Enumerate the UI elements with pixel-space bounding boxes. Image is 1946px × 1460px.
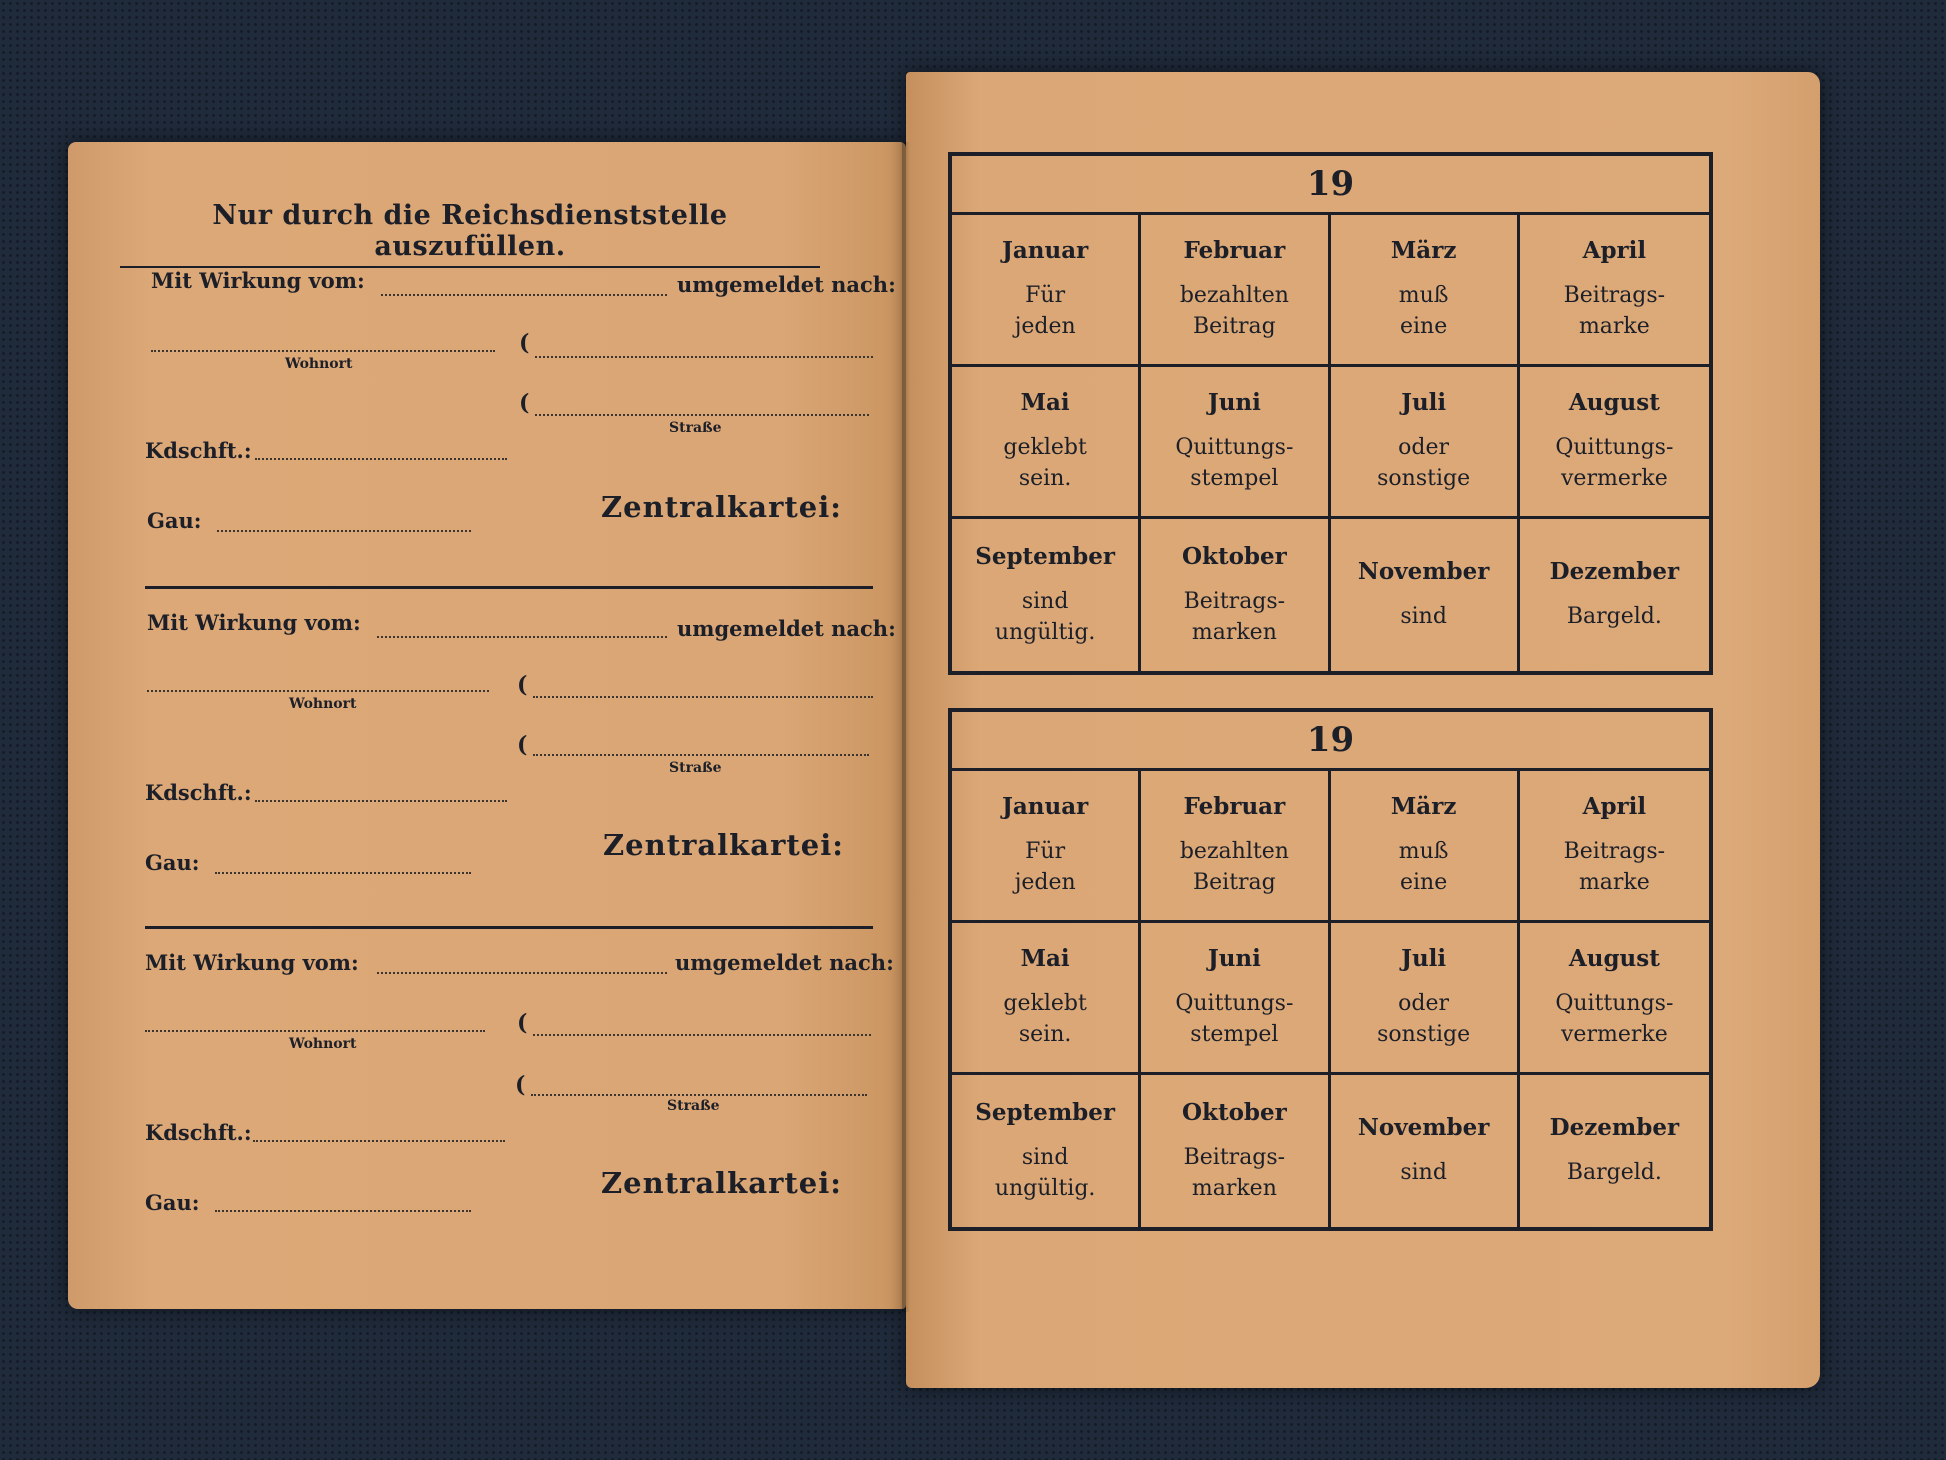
kdschft-label: Kdschft.:	[145, 438, 252, 463]
address-field[interactable]	[535, 356, 873, 358]
mit-wirkung-label: Mit Wirkung vom:	[145, 950, 359, 975]
strasse-field[interactable]	[531, 1094, 867, 1096]
paren-mark: (	[519, 330, 530, 356]
wohnort-label: Wohnort	[289, 696, 357, 712]
umgemeldet-label: umgemeldet nach:	[677, 616, 896, 641]
month-cell[interactable]	[1520, 771, 1709, 923]
cell-text: geklebt sein.	[1003, 435, 1087, 491]
month-name: Januar	[1002, 793, 1089, 820]
month-name: September	[975, 542, 1115, 570]
month-cell[interactable]	[1141, 1075, 1330, 1227]
month-name: Mai	[1020, 389, 1070, 416]
cell-text: bezahlten Beitrag	[1179, 283, 1289, 339]
address-field[interactable]	[533, 696, 873, 698]
kdschft-field[interactable]	[255, 800, 507, 802]
month-name: Januar	[1002, 237, 1089, 264]
wohnort-label: Wohnort	[285, 356, 353, 372]
month-cell[interactable]	[1520, 367, 1709, 519]
strasse-label: Straße	[669, 420, 722, 436]
wohnort-label: Wohnort	[289, 1036, 357, 1052]
cell-text: muß eine	[1398, 283, 1449, 339]
strasse-field[interactable]	[535, 414, 869, 416]
month-name: November	[1357, 1114, 1490, 1141]
month-name: Dezember	[1549, 558, 1680, 585]
gau-label: Gau:	[145, 1190, 200, 1215]
umgemeldet-label: umgemeldet nach:	[677, 272, 896, 297]
month-name: April	[1582, 793, 1647, 820]
kdschft-label: Kdschft.:	[145, 780, 252, 805]
month-name: Oktober	[1181, 542, 1287, 570]
month-name: Juli	[1401, 389, 1447, 416]
date-field[interactable]	[377, 636, 667, 638]
month-cell[interactable]	[1331, 367, 1520, 519]
month-name: April	[1582, 237, 1647, 264]
paren-mark: (	[517, 672, 528, 698]
month-cell[interactable]	[1331, 923, 1520, 1075]
cell-text: muß eine	[1398, 839, 1449, 895]
month-cell[interactable]	[1520, 215, 1709, 367]
registration-section-1	[145, 268, 896, 598]
cell-text: Beitrags- marken	[1183, 588, 1286, 645]
kdschft-label: Kdschft.:	[145, 1120, 252, 1145]
month-cell[interactable]	[952, 771, 1141, 923]
month-cell[interactable]	[1331, 215, 1520, 367]
section-divider	[145, 926, 873, 929]
month-cell[interactable]	[1141, 771, 1330, 923]
paren-mark: (	[517, 1010, 528, 1036]
cell-text: Für jeden	[1014, 283, 1076, 339]
month-cell[interactable]	[952, 923, 1141, 1075]
cell-text: sind ungültig.	[994, 1144, 1096, 1201]
month-grid	[952, 771, 1709, 1227]
gau-label: Gau:	[147, 508, 202, 533]
paren-mark: (	[519, 390, 530, 416]
section-divider	[145, 586, 873, 589]
kdschft-field[interactable]	[255, 458, 507, 460]
month-cell[interactable]	[1141, 519, 1330, 671]
registration-section-2	[145, 610, 896, 940]
umgemeldet-label: umgemeldet nach:	[675, 950, 894, 975]
cell-text: Quittungs- vermerke	[1555, 435, 1674, 491]
month-cell[interactable]	[1331, 519, 1520, 671]
wohnort-field[interactable]	[151, 350, 495, 352]
month-cell[interactable]	[952, 519, 1141, 671]
mit-wirkung-label: Mit Wirkung vom:	[147, 610, 361, 635]
gau-field[interactable]	[217, 530, 471, 532]
month-name: Juni	[1207, 945, 1261, 972]
month-name: August	[1568, 389, 1660, 416]
cell-text: bezahlten Beitrag	[1179, 839, 1289, 895]
strasse-field[interactable]	[533, 754, 869, 756]
month-name: Mai	[1020, 945, 1070, 972]
month-name: Februar	[1183, 237, 1286, 264]
month-cell[interactable]	[1520, 1075, 1709, 1227]
paren-mark: (	[515, 1072, 526, 1098]
month-name: September	[975, 1098, 1115, 1126]
month-name: März	[1390, 237, 1457, 264]
strasse-label: Straße	[667, 1098, 720, 1114]
cell-text: Beitrags- marke	[1563, 283, 1666, 339]
month-cell[interactable]	[952, 367, 1141, 519]
cell-text: oder sonstige	[1377, 435, 1471, 491]
month-cell[interactable]	[1331, 771, 1520, 923]
date-field[interactable]	[381, 294, 667, 296]
month-name: Februar	[1183, 793, 1286, 820]
month-cell[interactable]	[1141, 215, 1330, 367]
month-name: März	[1390, 793, 1457, 820]
month-name: Oktober	[1181, 1098, 1287, 1126]
month-cell[interactable]	[1331, 1075, 1520, 1227]
gau-label: Gau:	[145, 850, 200, 875]
year-label: 19	[952, 156, 1709, 215]
paren-mark: (	[517, 732, 528, 758]
cell-text: Beitrags- marke	[1563, 839, 1666, 895]
zentralkartei-label: Zentralkartei:	[601, 1166, 842, 1200]
month-cell[interactable]	[1520, 923, 1709, 1075]
cell-text: oder sonstige	[1377, 991, 1471, 1047]
month-grid	[952, 215, 1709, 671]
month-cell[interactable]	[952, 215, 1141, 367]
stamp-calendar-1	[948, 152, 1713, 675]
cell-text: Quittungs- stempel	[1175, 991, 1294, 1047]
cell-text: Bargeld.	[1566, 1160, 1662, 1185]
mit-wirkung-label: Mit Wirkung vom:	[151, 268, 365, 293]
booklet-spine	[902, 142, 910, 1312]
zentralkartei-label: Zentralkartei:	[601, 490, 842, 524]
month-cell[interactable]	[1520, 519, 1709, 671]
month-cell[interactable]	[952, 1075, 1141, 1227]
left-page-title: Nur durch die Reichsdienststelle auszufüllen.	[120, 200, 820, 268]
cell-text: sind ungültig.	[994, 588, 1096, 645]
month-name: Dezember	[1549, 1114, 1680, 1141]
month-cell[interactable]	[1141, 923, 1330, 1075]
wohnort-field[interactable]	[145, 1030, 485, 1032]
wohnort-field[interactable]	[147, 690, 489, 692]
kdschft-field[interactable]	[253, 1140, 505, 1142]
zentralkartei-label: Zentralkartei:	[603, 828, 844, 862]
address-field[interactable]	[533, 1034, 871, 1036]
month-name: November	[1357, 558, 1490, 585]
registration-section-3	[145, 950, 894, 1280]
cell-text: geklebt sein.	[1003, 991, 1087, 1047]
cell-text: sind	[1400, 1160, 1447, 1185]
strasse-label: Straße	[669, 760, 722, 776]
month-name: August	[1568, 945, 1660, 972]
cell-text: Quittungs- vermerke	[1555, 991, 1674, 1047]
month-name: Juni	[1207, 389, 1261, 416]
cell-text: Beitrags- marken	[1183, 1144, 1286, 1201]
cell-text: Bargeld.	[1566, 604, 1662, 629]
gau-field[interactable]	[215, 872, 471, 874]
cell-text: Für jeden	[1014, 839, 1076, 895]
month-name: Juli	[1401, 945, 1447, 972]
stamp-calendar-2	[948, 708, 1713, 1231]
cell-text: Quittungs- stempel	[1175, 435, 1294, 491]
date-field[interactable]	[377, 972, 667, 974]
year-label: 19	[952, 712, 1709, 771]
month-cell[interactable]	[1141, 367, 1330, 519]
gau-field[interactable]	[215, 1210, 471, 1212]
cell-text: sind	[1400, 604, 1447, 629]
